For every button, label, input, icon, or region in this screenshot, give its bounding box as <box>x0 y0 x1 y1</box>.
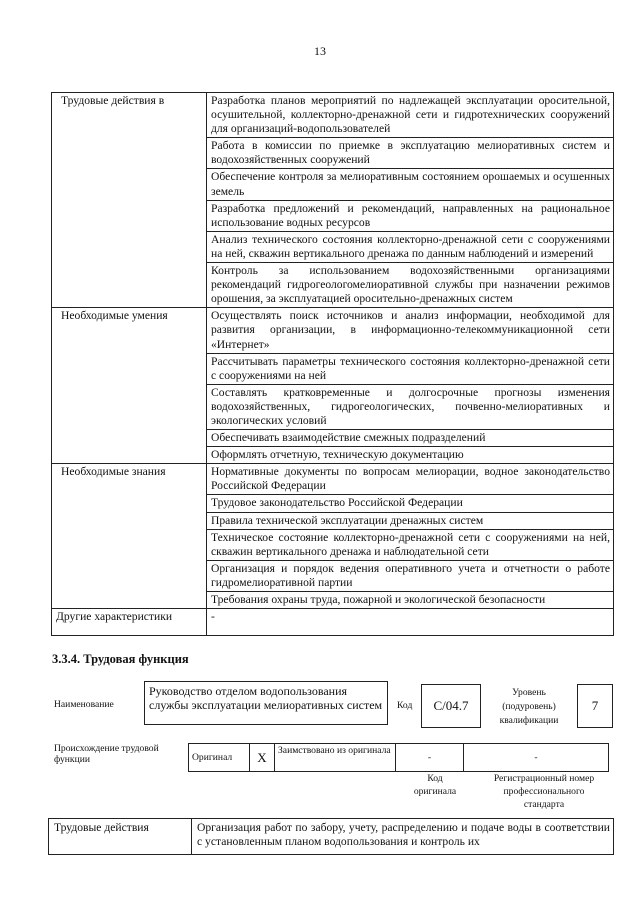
caption-line: Регистрационный номер <box>493 773 595 784</box>
level-label-line: (подуровень) <box>502 701 556 712</box>
table-cell: Работа в комиссии по приемке в эксплуатацию мелиоративных систем и водохозяйственных сооружений <box>207 138 614 169</box>
code-label: Код <box>397 700 413 711</box>
table-cell: Техническое состояние коллекторно-дренажной сети с сооружениями на ней, скважин вертикального дренажа и наблюдательной сети <box>207 529 614 560</box>
original-mark: X <box>250 744 275 772</box>
level-label-line: Уровень <box>512 687 546 698</box>
table-row <box>49 819 614 855</box>
function-code-box: C/04.7 <box>421 684 481 728</box>
qualification-level-box: 7 <box>577 684 613 728</box>
row-heading-knowledge: Необходимые знания <box>52 464 207 609</box>
table-cell: Трудовое законодательство Российской Федерации <box>207 495 614 512</box>
table-cell: Составлять кратковременные и долгосрочные прогнозы изменения водохозяйственных, гидрогеологических, почвенно-мелиоративных и экологических условий <box>207 384 614 429</box>
registration-number-cell: - <box>464 744 609 772</box>
caption-line: профессионального <box>503 786 585 797</box>
table-row <box>52 464 614 495</box>
labor-actions-table <box>48 818 614 855</box>
function-name-box: Руководство отделом водопользования службы эксплуатации мелиоративных систем <box>144 681 388 725</box>
level-label-line: квалификации <box>499 715 559 726</box>
original-code-caption <box>404 772 466 798</box>
table-cell: Рассчитывать параметры технического состояния коллекторно-дренажной сети с сооружениями на ней <box>207 353 614 384</box>
table-cell: Требования охраны труда, пожарной и экологической безопасности <box>207 592 614 609</box>
caption-line: Код <box>427 773 443 784</box>
table-cell: Правила технической эксплуатации дренажных систем <box>207 512 614 529</box>
registration-number-caption <box>474 772 614 811</box>
level-label <box>490 686 568 728</box>
row-heading-other: Другие характеристики <box>52 609 207 636</box>
table-row <box>52 609 614 636</box>
table-cell: - <box>207 609 614 636</box>
table-cell: Организация и порядок ведения оперативного учета и отчетности о работе гидромелиоративной партии <box>207 560 614 591</box>
caption-line: стандарта <box>523 799 565 810</box>
original-code-cell: - <box>396 744 464 772</box>
table-cell: Оформлять отчетную, техническую документацию <box>207 447 614 464</box>
origin-label: Происхождение трудовой функции <box>54 743 159 765</box>
table-cell: Разработка предложений и рекомендаций, направленных на рациональное использование водных ресурсов <box>207 200 614 231</box>
table-cell: Нормативные документы по вопросам мелиорации, водное законодательство Российской Федерации <box>207 464 614 495</box>
requirements-table <box>51 92 614 636</box>
table-cell: Осуществлять поиск источников и анализ информации, необходимой для развития организации, в информационно-телекоммуникационной сети «Интернет» <box>207 308 614 353</box>
row-heading-skills: Необходимые умения <box>52 308 207 464</box>
table-cell: Обеспечивать взаимодействие смежных подразделений <box>207 430 614 447</box>
row-heading-actions: Трудовые действия <box>49 819 192 855</box>
table-row <box>52 308 614 353</box>
section-title: 3.3.4. Трудовая функция <box>52 652 189 666</box>
borrowed-label: Заимствовано из оригинала <box>275 744 396 772</box>
table-cell: Разработка планов мероприятий по надлежащей эксплуатации оросительной, осушительной, коллекторно-дренажной сети и гидротехнических сооружений для организаций-водопользователей <box>207 93 614 138</box>
caption-line: оригинала <box>413 786 457 797</box>
name-label: Наименование <box>54 699 114 710</box>
table-row <box>189 744 609 772</box>
table-row <box>52 93 614 138</box>
row-heading-actions: Трудовые действия в <box>52 93 207 308</box>
page-number: 13 <box>314 44 326 58</box>
table-cell: Организация работ по забору, учету, распределению и подаче воды в соответствии с установленным планом водопользования и контроль их <box>192 819 614 855</box>
table-cell: Контроль за использованием водохозяйственными организациями рекомендаций гидрогеологомелиоративной службы при назначении режимов орошения, за эксплуатацией оросительно-дренажных систем <box>207 263 614 308</box>
origin-table <box>188 743 609 772</box>
original-label: Оригинал <box>189 744 250 772</box>
table-cell: Обеспечение контроля за мелиоративным состоянием орошаемых и осушенных земель <box>207 169 614 200</box>
table-cell: Анализ технического состояния коллекторно-дренажной сети с сооружениями на ней, скважин вертикального дренажа по данным наблюдений и измерений <box>207 231 614 262</box>
